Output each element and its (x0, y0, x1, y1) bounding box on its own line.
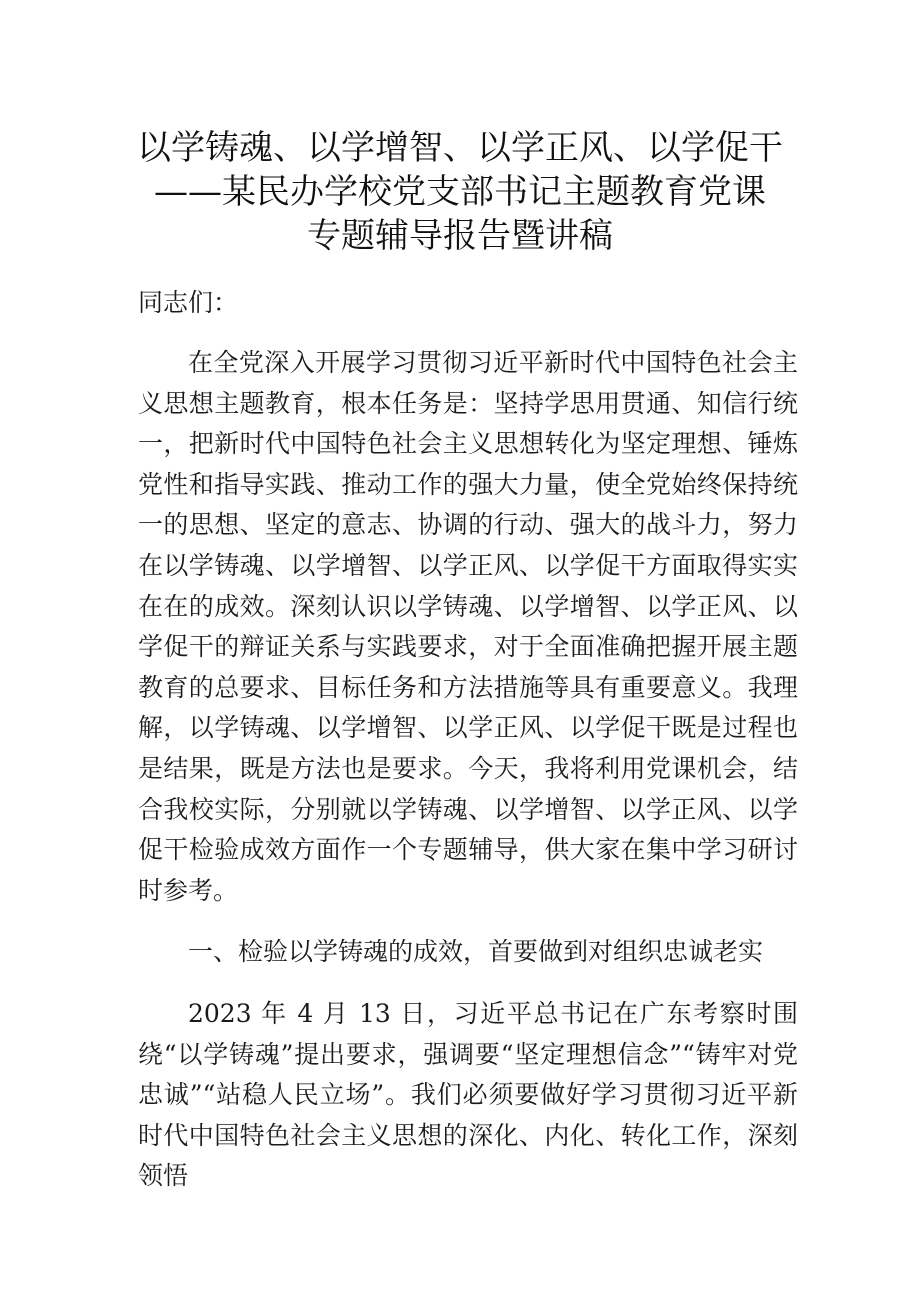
document-title (100, 126, 820, 258)
title-line-main: 以学铸魂、以学增智、以学正风、以学促干 (137, 128, 783, 168)
title-line-report: 专题辅导报告暨讲稿 (307, 216, 613, 256)
document-body (138, 284, 798, 1218)
section-heading-1: 一、检验以学铸魂的成效，首要做到对组织忠诚老实 (188, 937, 764, 967)
intro-paragraph: 在全党深入开展学习贯彻习近平新时代中国特色社会主义思想主题教育，根本任务是：坚持学思用贯通、知信行统一，把新时代中国特色社会主义思想转化为坚定理想、锤炼党性和指导实践、推动工作的强大力量，使全党始终保持统一的思想、坚定的意志、协调的行动、强大的战斗力，努力在以学铸魂、以学增智、以学正风、以学促干方面取得实实在在的成效。深刻认识以学铸魂、以学增智、以学正风、以学促干的辩证关系与实践要求，对于全面准确把握开展主题教育的总要求、目标任务和方法措施等具有重要意义。我理解，以学铸魂、以学增智、以学正风、以学促干既是过程也是结果，既是方法也是要求。今天，我将利用党课机会，结合我校实际，分别就以学铸魂、以学增智、以学正风、以学促干检验成效方面作一个专题辅导，供大家在集中学习研讨时参考。 (138, 348, 798, 905)
section-paragraph-1: 2023 年 4 月 13 日，习近平总书记在广东考察时围绕“以学铸魂”提出要求，强调要“坚定理想信念”“铸牢对党忠诚”“站稳人民立场”。我们必须要做好学习贯彻习近平新时代中国特色社会主义思想的深化、内化、转化工作，深刻领悟 (138, 998, 798, 1191)
greeting: 同志们： (138, 288, 239, 317)
title-line-subtitle: ——某民办学校党支部书记主题教育党课 (154, 172, 766, 212)
